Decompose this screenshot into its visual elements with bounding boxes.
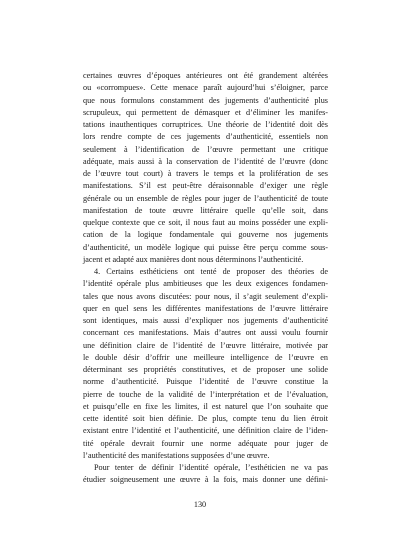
text-line: norme d’authenticité. Puisque l’identité de l’œuvre constitue la — [83, 377, 328, 387]
text-line: et puisqu’elle en fixe les limites, il est naturel que l’on souhaite que — [83, 401, 328, 411]
text-line: adéquate, mais aussi à la conservation de l’identité de l’œuvre (donc — [83, 156, 328, 166]
text-line: existant entre l’identité et l’authenticité, une définition claire de l’iden- — [83, 426, 328, 436]
text-line: quer en quel sens les différentes manifestations de l’œuvre littéraire — [83, 303, 328, 313]
text-line: manifestations. S’il est peut-être déraisonnable d’exiger une règle — [83, 181, 328, 191]
text-line: cette identité soit bien définie. De plus, compte tenu du lien étroit — [83, 414, 328, 423]
text-line: certaines œuvres d’époques antérieures ont été grandement altérées — [83, 71, 328, 80]
text-line: quelque contexte que ce soit, il nous faut au moins posséder une expli- — [83, 218, 328, 227]
text-line: déterminant ses propriétés constitutives, et de proposer une solide — [83, 365, 328, 374]
text-line: tité opérale devrait fournir une norme adéquate pour juger de — [83, 438, 328, 448]
text-line: d’authenticité, un modèle logique qui puisse être perçu comme sous- — [83, 242, 328, 252]
text-line: l’authenticité des manifestations supposées d’une œuvre. — [83, 450, 270, 460]
text-line: Pour tenter de définir l’identité opérale, l’esthéticien ne va pas — [94, 463, 328, 472]
text-line: que nous formulons constamment des jugements d’authenticité plus — [83, 95, 328, 105]
text-line: concernant ces manifestations. Mais d’autres ont aussi voulu fournir — [83, 328, 328, 338]
text-line: seulement à l’identification de l’œuvre permettant une critique — [83, 144, 328, 154]
text-line: scrupuleux, qui permettent de démasquer et d’éliminer les manifes- — [83, 107, 328, 117]
text-line: 4. Certains esthéticiens ont tenté de proposer des théories de — [94, 267, 328, 276]
text-line: lors rendre compte de ces jugements d’authenticité, essentiels non — [83, 132, 328, 142]
text-line: l’identité opérale plus ambitieuses que les deux exigences fondamen- — [83, 279, 328, 289]
text-line: générale ou un ensemble de règles pour juger de l’authenticité de toute — [83, 193, 328, 203]
text-line: étudier soigneusement une œuvre à la fois, mais donner une défini- — [83, 475, 328, 485]
text-line: cation de la logique fondamentale qui gouverne nos jugements — [83, 230, 328, 240]
text-line: sont identiques, mais aussi d’expliquer nos jugements d’authenticité — [83, 316, 328, 325]
text-line: jacent et adapté aux manières dont nous déterminons l’authenticité. — [83, 254, 304, 264]
text-line: tations inauthentiques corruptrices. Une théorie de l’identité doit dès — [83, 120, 328, 129]
text-line: ou «corrompues». Cette menace paraît aujourd’hui s’éloigner, parce — [83, 83, 328, 93]
text-line: tales que nous avons discutées: pour nous, il s’agit seulement d’expli- — [83, 291, 328, 301]
text-line: pierre de touche de la validité de l’interprétation et de l’évaluation, — [83, 389, 328, 399]
text-line: une définition claire de l’identité de l’œuvre littéraire, motivée par — [83, 340, 328, 350]
text-line: le double désir d’offrir une meilleure intelligence de l’œuvre en — [83, 352, 328, 362]
text-line: manifestation de toute œuvre littéraire quelle qu’elle soit, dans — [83, 205, 328, 215]
text-line: de l’œuvre tout court) à travers le temps et la prolifération de ses — [83, 169, 328, 178]
body-text — [83, 70, 328, 487]
page-number: 130 — [193, 500, 207, 509]
